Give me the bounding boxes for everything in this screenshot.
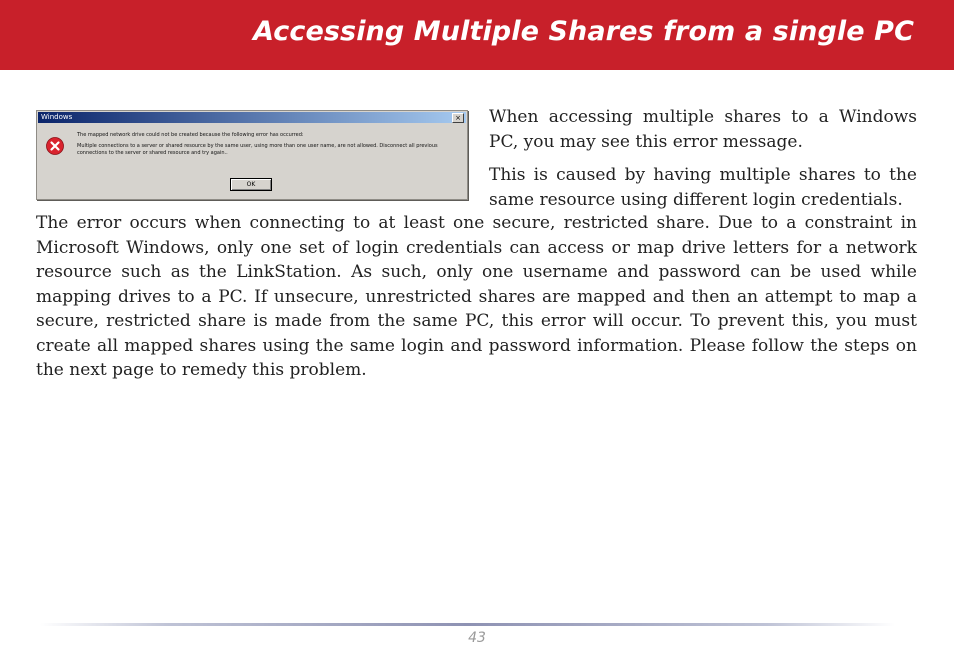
dialog-titlebar (38, 112, 466, 123)
error-icon (46, 137, 64, 155)
dialog-message (77, 132, 462, 161)
cause-paragraph: This is caused by having multiple shares to the same resource using different login credentials. (489, 165, 917, 210)
dialog-message-line2: Multiple connections to a server or shared resource by the same user, using more than one user name, are not allowed. Disconnect all previous connections to the server or shared resource and try again.. (77, 143, 438, 156)
dialog-title: Windows (41, 113, 73, 121)
close-icon: × (452, 113, 464, 123)
dialog-message-line1: The mapped network drive could not be created because the following error has occurred: (77, 132, 304, 138)
error-dialog-screenshot (36, 110, 468, 200)
explanation-paragraph: The error occurs when connecting to at least one secure, restricted share. Due to a constraint in Microsoft Windows, only one set of login credentials can access or map drive letters for a network resource such as the LinkStation. As such, only one username and password can be used while mapping drives to a PC. If unsecure, unrestricted shares are mapped and then an attempt to map a secure, restricted share is made from the same PC, this error will occur. To prevent this, you must create all mapped shares using the same login and password information. Please follow the steps on the next page to remedy this problem. (36, 213, 917, 380)
page-title: Accessing Multiple Shares from a single PC (253, 16, 914, 47)
header-bar (0, 0, 954, 70)
ok-button: OK (230, 178, 272, 191)
footer-divider (40, 623, 895, 626)
page-number: 43 (468, 630, 486, 646)
intro-paragraph: When accessing multiple shares to a Windows PC, you may see this error message. (489, 107, 917, 152)
